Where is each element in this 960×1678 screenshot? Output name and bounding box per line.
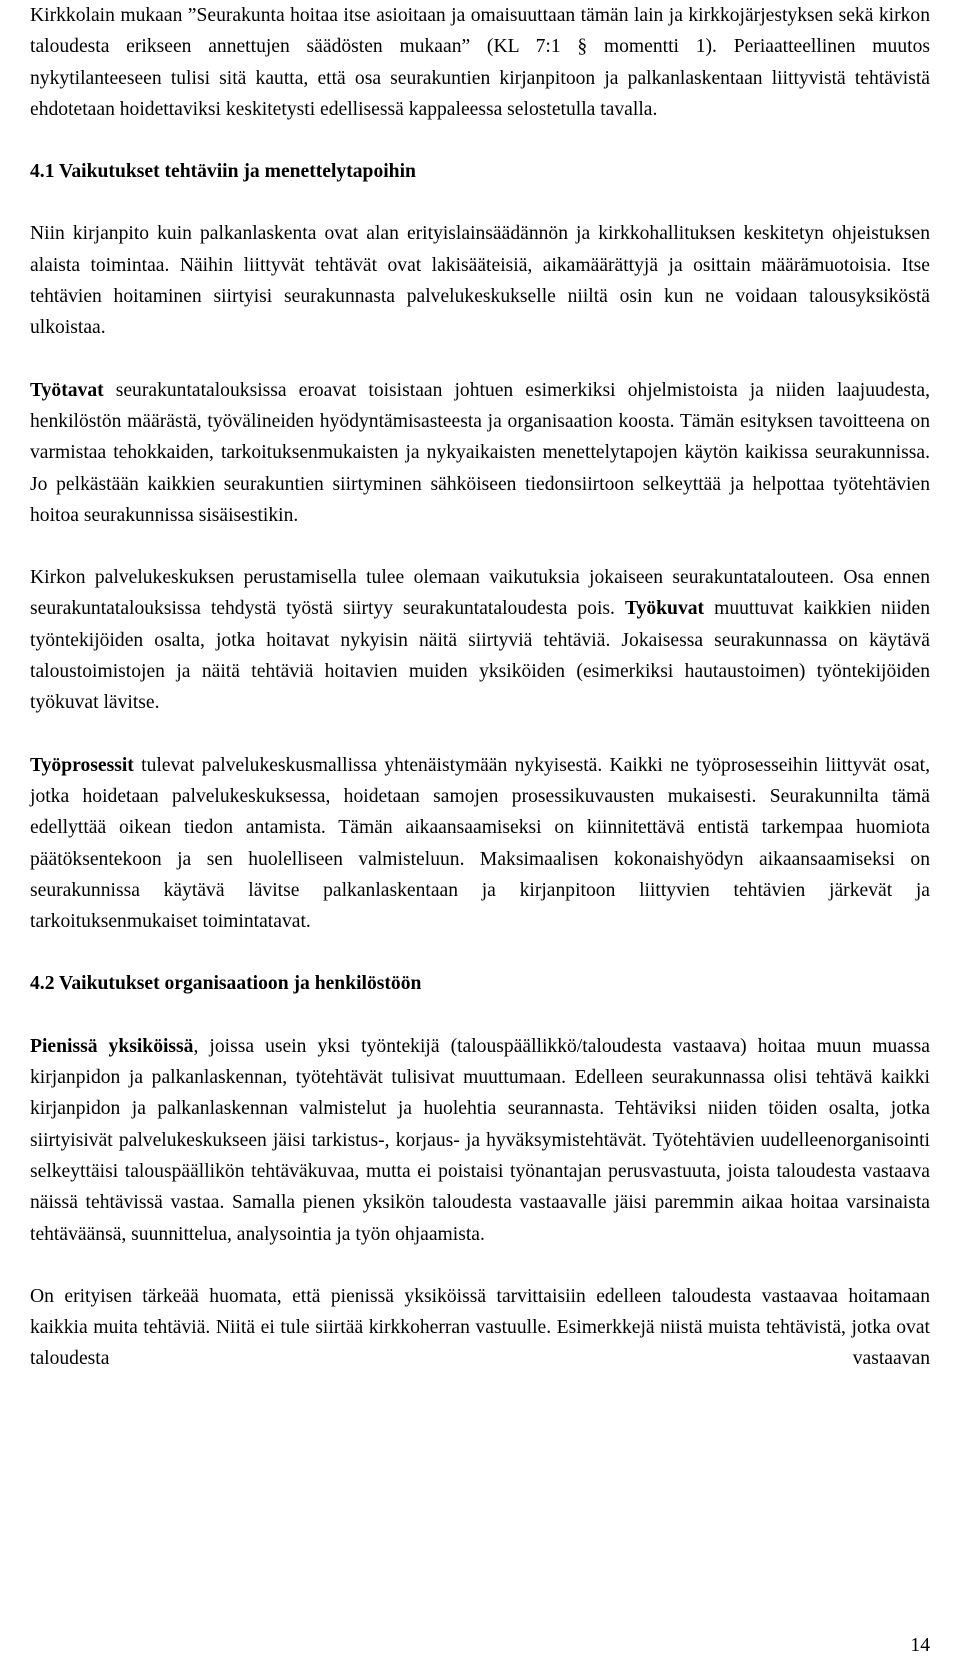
- paragraph-text: , joissa usein yksi työntekijä (talouspäällikkö/taloudesta vastaava) hoitaa muun muassa kirjanpidon ja palkanlaskennan, työtehtävät tulisivat muuttumaan. Edelleen seurakunnassa olisi tehtävä kaikki kirjanpidon ja palkanlaskennan valmistelut ja huolehtia seurannasta. Tehtäviksi niiden töiden osalta, jotka siirtyisivät palvelukeskukseen jäisi tarkistus-, korjaus- ja hyväksymistehtävät. Työtehtävien uudelleenorganisointi selkeyttäisi talouspäällikön tehtäväkuvaa, mutta ei poistaisi työnantajan perusvastuuta, joista taloudesta vastaava näissä tehtävissä vastaa. Samalla pienen yksikön taloudesta vastaavalle jäisi paremmin aikaa hoitaa varsinaista tehtäväänsä, suunnittelua, analysointia ja työn ohjaamista.: [30, 1035, 930, 1245]
- paragraph-work-processes: [30, 750, 930, 938]
- spacer: [30, 125, 930, 156]
- bold-term: Työprosessit: [30, 754, 134, 776]
- paragraph-working-methods: [30, 375, 930, 531]
- spacer: [30, 719, 930, 750]
- paragraph-text: muuttuvat kaikkien niiden työntekijöiden osalta, jotka hoitavat nykyisin näitä siirtyviä tehtäviä. Jokaisessa seurakunnassa on käytävä taloustoimistojen ja näitä tehtäviä hoitavien muiden yksiköiden (esimerkiksi hautaustoimen) työntekijöiden työkuvat lävitse.: [30, 598, 930, 714]
- bold-term: Pienissä yksiköissä: [30, 1035, 194, 1057]
- spacer: [30, 1250, 930, 1281]
- section-heading-4-2: 4.2 Vaikutukset organisaatioon ja henkilöstöön: [30, 973, 422, 995]
- spacer: [30, 1000, 930, 1031]
- page-number: 14: [910, 1635, 930, 1656]
- paragraph-text: tulevat palvelukeskusmallissa yhtenäistymään nykyisestä. Kaikki ne työprosesseihin liittyvät osat, jotka hoidetaan palvelukeskuksessa, hoidetaan samojen prosessikuvausten mukaisesti. Seurakunnilta tämä edellyttää oikean tiedon antamista. Tämän aikaansaamiseksi on kiinnitettävä entistä tarkempaa huomiota päätöksentekoon ja sen huolelliseen valmisteluun. Maksimaalisen kokonaishyödyn aikaansaamiseksi on seurakunnissa käytävä lävitse palkanlaskentaan ja kirjanpitoon liittyvien tehtävien järkevät ja tarkoituksenmukaiset toimintatavat.: [30, 754, 930, 933]
- spacer: [30, 344, 930, 375]
- paragraph-text: Kirkon palvelukeskuksen perustamisella tulee olemaan vaikutuksia jokaiseen seurakuntatalouteen. Osa ennen seurakuntatalouksissa tehdystä työstä siirtyy seurakuntataloudesta pois.: [30, 567, 930, 620]
- spacer: [30, 937, 930, 968]
- section-heading-4-1: 4.1 Vaikutukset tehtäviin ja menettelytapoihin: [30, 161, 416, 183]
- paragraph-small-units: [30, 1031, 930, 1250]
- spacer: [30, 531, 930, 562]
- paragraph-job-descriptions: [30, 562, 930, 718]
- paragraph-tasks: Niin kirjanpito kuin palkanlaskenta ovat alan erityislainsäädännön ja kirkkohallituksen keskitetyn ohjeistuksen alaista toimintaa. Näihin liittyvät tehtävät ovat lakisääteisiä, aikamäärättyjä ja osittain määrämuotoisia. Itse tehtävien hoitaminen siirtyisi seurakunnasta palvelukeskukselle niiltä osin kun ne voidaan talousyksiköstä ulkoistaa.: [30, 223, 930, 339]
- bold-term: Työkuvat: [624, 598, 705, 620]
- bold-term: Työtavat: [30, 379, 104, 401]
- document-page: [30, 0, 930, 1375]
- paragraph-important-note: On erityisen tärkeää huomata, että pienissä yksiköissä tarvittaisiin edelleen taloudesta vastaavaa hoitamaan kaikkia muita tehtäviä. Niitä ei tule siirtää kirkkoherran vastuulle. Esimerkkejä niistä muista tehtävistä, jotka ovat taloudesta vastaavan: [30, 1285, 930, 1370]
- intro-paragraph: Kirkkolain mukaan ”Seurakunta hoitaa itse asioitaan ja omaisuuttaan tämän lain ja kirkkojärjestyksen sekä kirkon taloudesta erikseen annettujen säädösten mukaan” (KL 7:1 § momentti 1). Periaatteellinen muutos nykytilanteeseen tulisi sitä kautta, että osa seurakuntien kirjanpitoon ja palkanlaskentaan liittyvistä tehtävistä ehdotetaan hoidettaviksi keskitetysti edellisessä kappaleessa selostetulla tavalla.: [30, 5, 930, 120]
- spacer: [30, 187, 930, 218]
- paragraph-text: seurakuntatalouksissa eroavat toisistaan johtuen esimerkiksi ohjelmistoista ja niiden laajuudesta, henkilöstön määrästä, työvälineiden hyödyntämisasteesta ja organisaation koosta. Tämän esityksen tavoitteena on varmistaa tehokkaiden, tarkoituksenmukaisten ja nykyaikaisten menettelytapojen käytön kaikissa seurakunnissa. Jo pelkästään kaikkien seurakuntien siirtyminen sähköiseen tiedonsiirtoon selkeyttää ja helpottaa työtehtävien hoitoa seurakunnissa sisäisestikin.: [30, 379, 930, 526]
